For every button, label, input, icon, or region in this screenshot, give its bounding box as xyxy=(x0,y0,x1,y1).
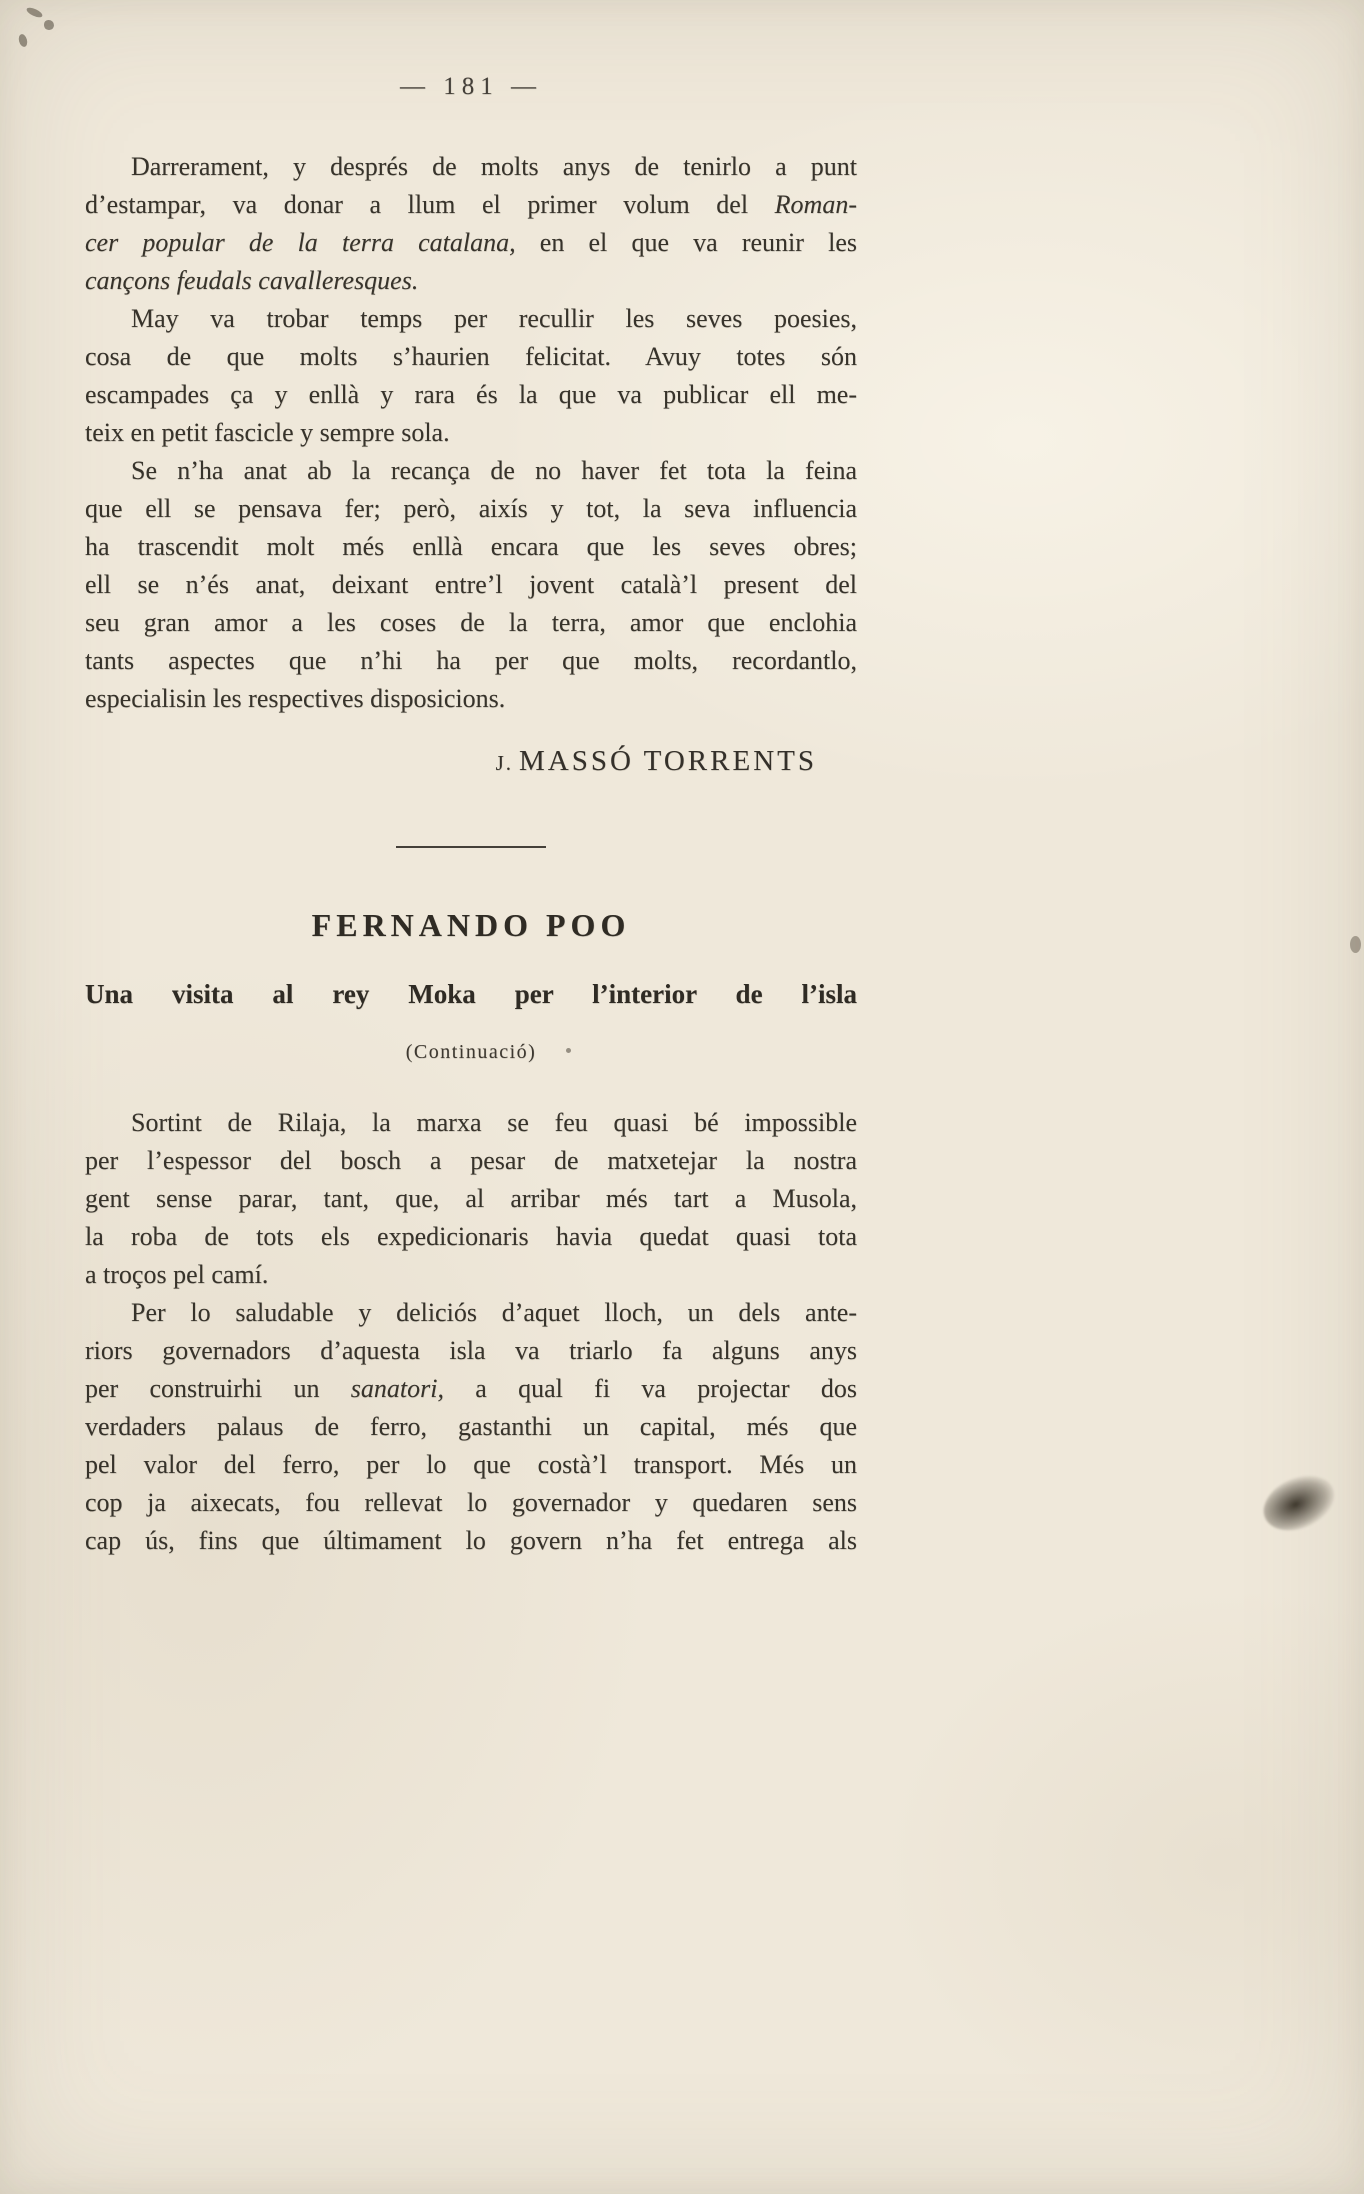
article-body xyxy=(85,1104,857,1560)
page-number: — 181 — xyxy=(400,73,542,100)
text-line xyxy=(85,224,857,262)
text-line xyxy=(85,376,857,414)
body-text: tants aspectes que n’hi ha per que molts, recordantlo, xyxy=(85,646,857,675)
body-text: cop ja aixecats, fou rellevat lo governador y quedaren sens xyxy=(85,1488,857,1517)
article-fernando-poo xyxy=(85,906,857,1560)
author-initial: J. xyxy=(495,751,514,775)
body-text: Darrerament, y després de molts anys de tenirlo a punt xyxy=(131,152,857,181)
text-line xyxy=(85,680,857,718)
ink-speck xyxy=(25,6,43,20)
text-line xyxy=(85,1180,857,1218)
body-text: pel valor del ferro, per lo que costà’l transport. Més un xyxy=(85,1450,857,1479)
text-line xyxy=(85,1522,857,1560)
text-line xyxy=(85,1218,857,1256)
italic-text: sanatori, xyxy=(350,1374,444,1403)
author-name: MASSÓ TORRENTS xyxy=(519,745,817,777)
text-line xyxy=(85,1408,857,1446)
author-signature xyxy=(85,744,857,780)
body-text: gent sense parar, tant, que, al arribar més tart a Musola, xyxy=(85,1184,857,1213)
text-line xyxy=(85,642,857,680)
body-text: ha trascendit molt més enllà encara que les seves obres; xyxy=(85,532,857,561)
body-text: teix en petit fascicle y sempre sola. xyxy=(85,418,450,447)
body-text: cap ús, fins que últimament lo govern n’ha fet entrega als xyxy=(85,1526,857,1555)
article-body xyxy=(85,148,857,718)
text-line xyxy=(85,262,857,300)
body-text: Sortint de Rilaja, la marxa se feu quasi bé impossible xyxy=(131,1108,857,1137)
text-line xyxy=(85,414,857,452)
text-line xyxy=(85,1294,857,1332)
body-text: a troços pel camí. xyxy=(85,1260,269,1289)
article-title: FERNANDO POO xyxy=(311,907,631,943)
body-text: May va trobar temps per recullir les seves poesies, xyxy=(131,304,857,333)
body-text: d’estampar, va donar a llum el primer volum del xyxy=(85,190,775,219)
body-text: escampades ça y enllà y rara és la que va publicar ell me- xyxy=(85,380,857,409)
text-line xyxy=(85,604,857,642)
article-end-masso xyxy=(85,148,857,780)
text-line xyxy=(85,566,857,604)
text-line xyxy=(85,300,857,338)
body-text: a qual fi va projectar dos xyxy=(443,1374,858,1403)
text-block xyxy=(85,0,857,1560)
ink-speck xyxy=(17,33,28,48)
text-line xyxy=(85,1446,857,1484)
body-text: per l’espessor del bosch a pesar de matxetejar la nostra xyxy=(85,1146,857,1175)
text-line xyxy=(85,1332,857,1370)
text-line xyxy=(85,148,857,186)
body-text: Per lo saludable y deliciós d’aquet lloch, un dels ante- xyxy=(131,1298,857,1327)
body-text: riors governadors d’aquesta isla va triarlo fa alguns anys xyxy=(85,1336,857,1365)
body-text: Se n’ha anat ab la recança de no haver fet tota la feina xyxy=(131,456,857,485)
scan-artifact-speck xyxy=(1350,936,1361,953)
body-text: que ell se pensava fer; però, aixís y tot, la seva influencia xyxy=(85,494,857,523)
italic-text: cer popular de la terra catalana, xyxy=(85,228,516,257)
continuation-note: (Continuació) xyxy=(405,1041,537,1063)
body-text: verdaders palaus de ferro, gastanthi un capital, més que xyxy=(85,1412,857,1441)
body-text: seu gran amor a les coses de la terra, amor que enclohia xyxy=(85,608,857,637)
text-line xyxy=(85,338,857,376)
body-text: cosa de que molts s’haurien felicitat. Avuy totes són xyxy=(85,342,857,371)
article-subtitle: Una visita al rey Moka per l’interior de l’isla xyxy=(85,979,857,1009)
italic-text: cançons feudals cavalleresques. xyxy=(85,266,419,295)
ink-speck xyxy=(44,20,54,30)
body-text: ell se n’és anat, deixant entre’l jovent català’l present del xyxy=(85,570,857,599)
italic-text: Roman- xyxy=(774,190,857,219)
body-text: especialisin les respectives disposicions. xyxy=(85,684,506,713)
text-line xyxy=(85,1104,857,1142)
text-line xyxy=(85,1142,857,1180)
body-text: en el que va reunir les xyxy=(515,228,857,257)
body-text: per construirhi un xyxy=(85,1374,351,1403)
scan-artifact-corner xyxy=(14,4,94,64)
text-line xyxy=(85,1256,857,1294)
body-text: la roba de tots els expedicionaris havia quedat quasi tota xyxy=(85,1222,857,1251)
text-line xyxy=(85,452,857,490)
scan-artifact-smudge xyxy=(1255,1465,1343,1541)
text-line xyxy=(85,186,857,224)
text-line xyxy=(85,1370,857,1408)
section-divider xyxy=(396,846,546,848)
text-line xyxy=(85,528,857,566)
text-line xyxy=(85,490,857,528)
text-line xyxy=(85,1484,857,1522)
